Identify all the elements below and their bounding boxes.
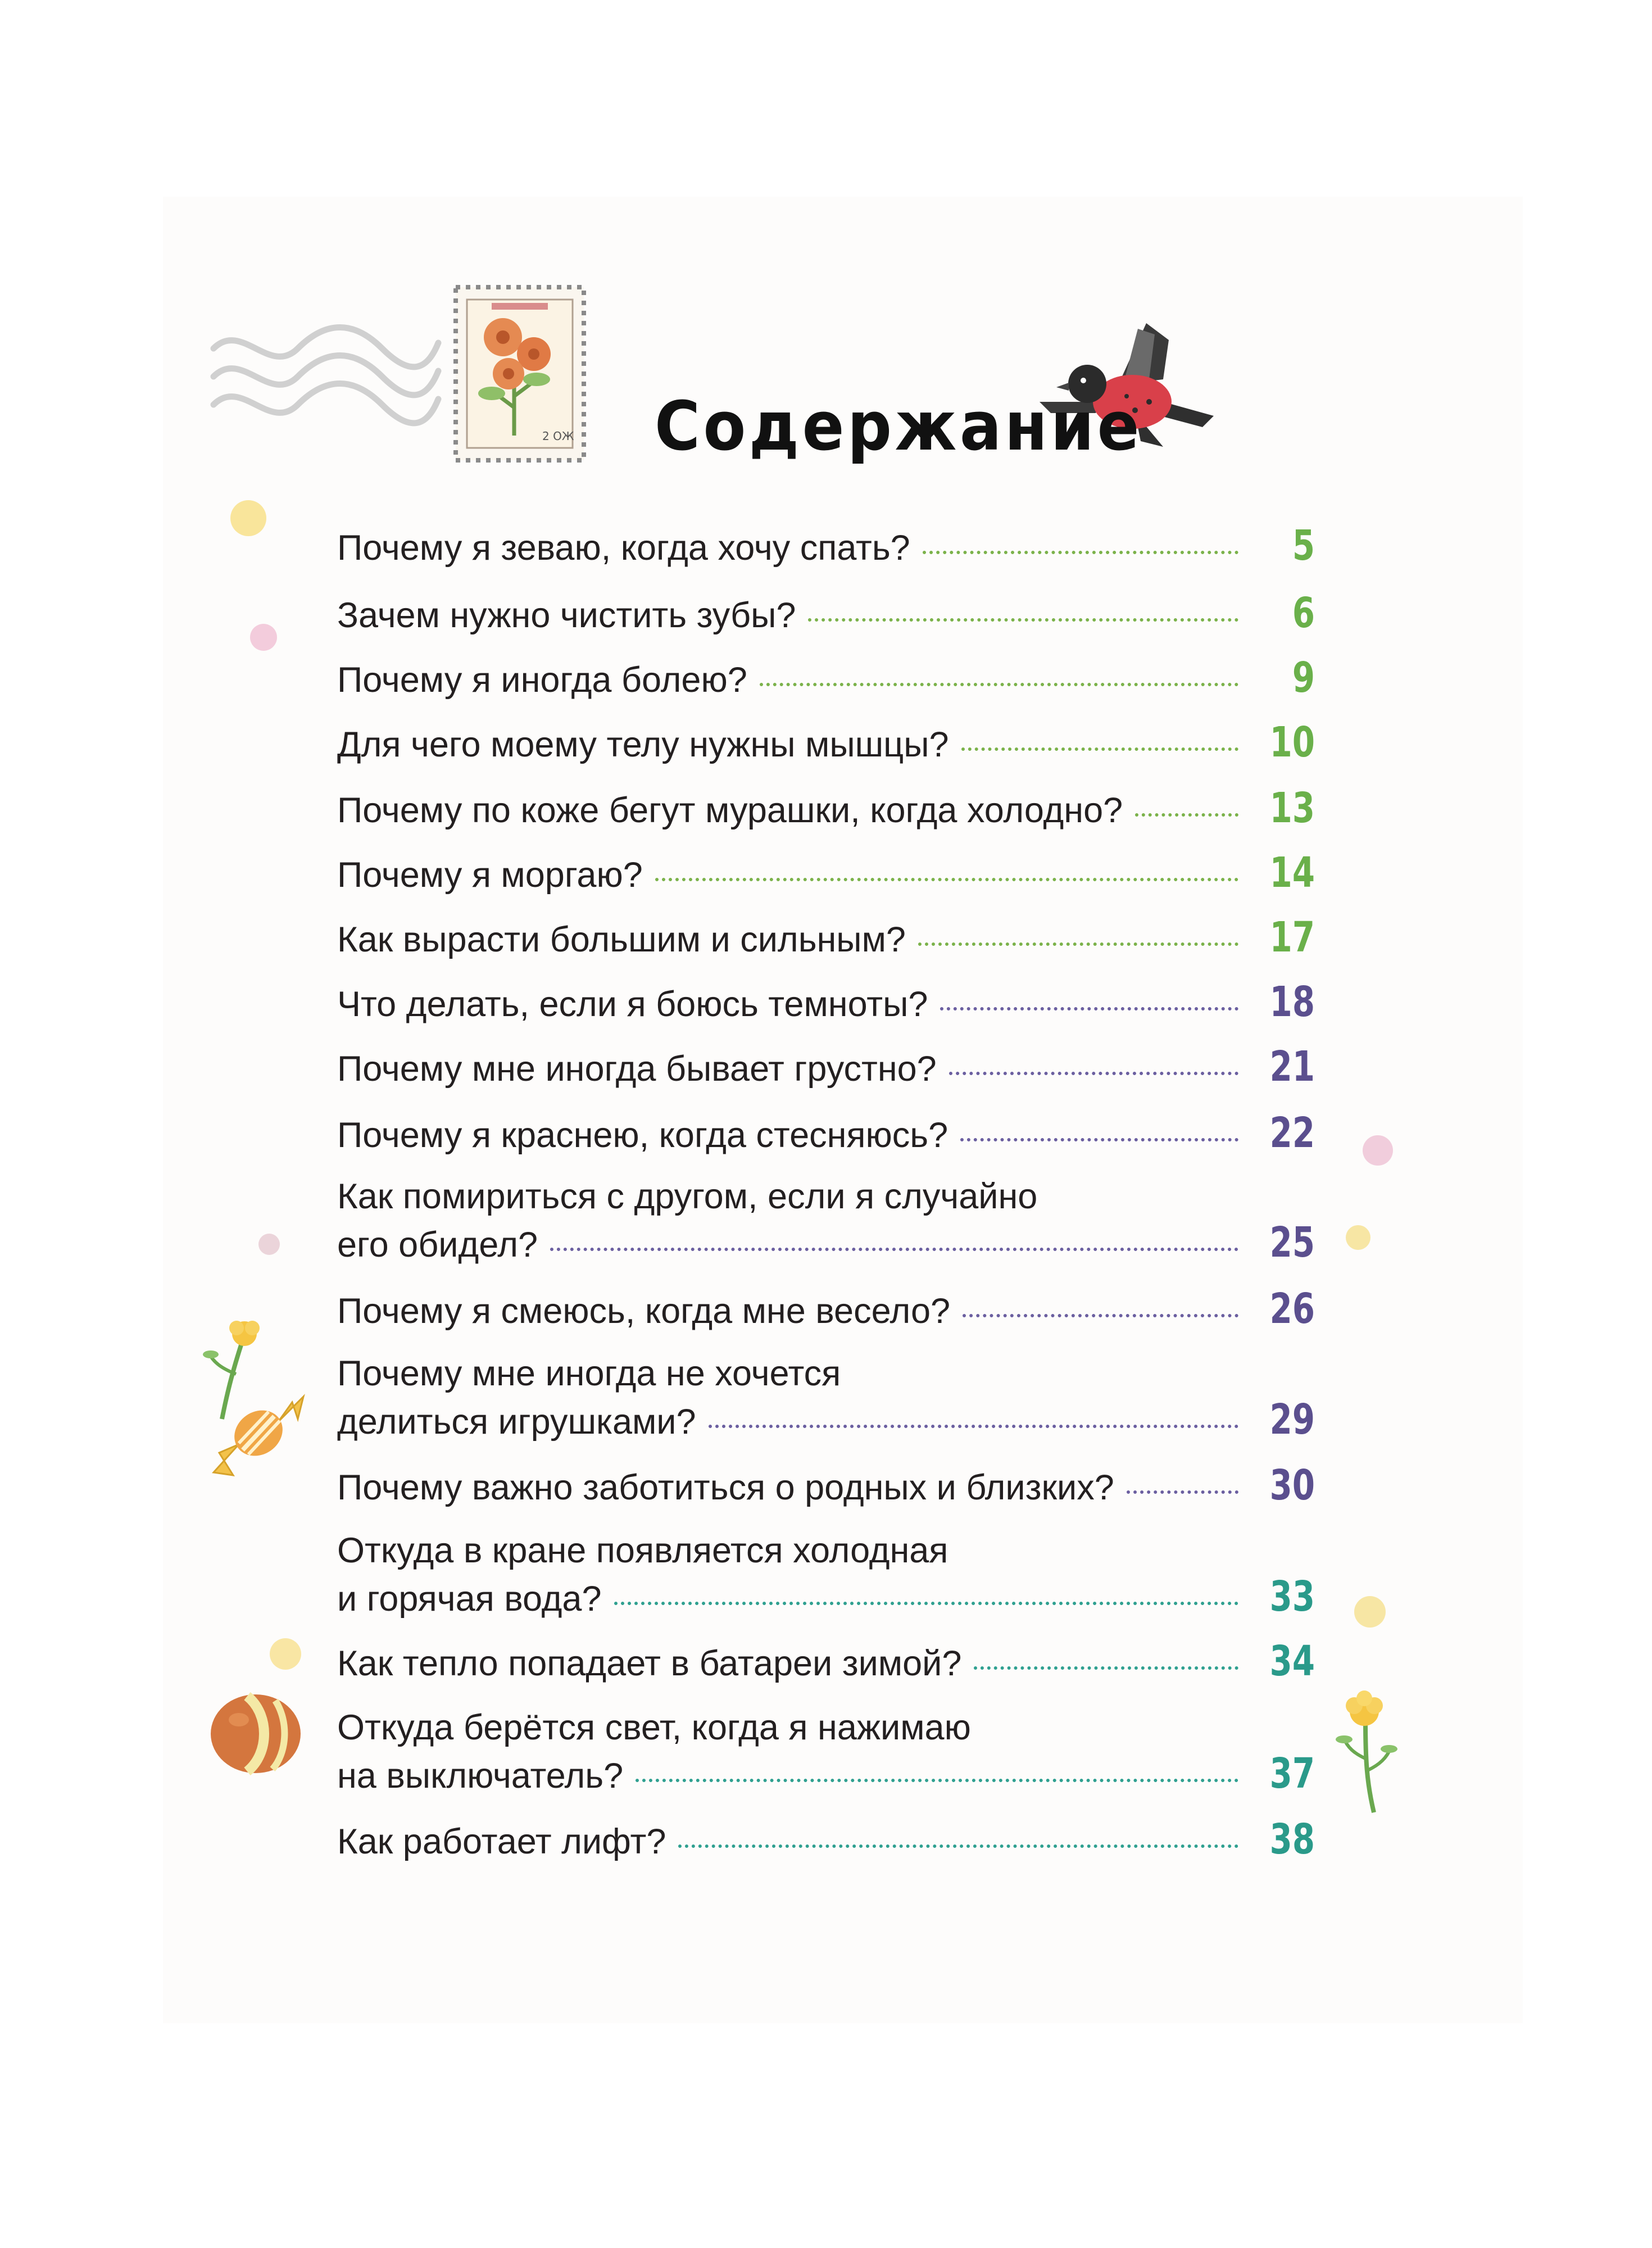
- dot-leader: [614, 1602, 1238, 1605]
- pastel-dot-icon: [270, 1638, 301, 1670]
- toc-entry-title: на выключатель?: [337, 1756, 624, 1796]
- dot-leader: [760, 683, 1238, 686]
- toc-entry-title: и горячая вода?: [337, 1579, 602, 1619]
- toc-entry[interactable]: [337, 1173, 1315, 1268]
- toc-entry[interactable]: [337, 979, 1315, 1027]
- toc-entry-last-line: [337, 1462, 1315, 1511]
- toc-entry-last-line: [337, 1816, 1315, 1865]
- toc-entry-last-line: [337, 590, 1315, 638]
- dot-leader: [940, 1007, 1238, 1010]
- toc-entry[interactable]: [337, 1286, 1315, 1334]
- toc-entry-last-line: [337, 914, 1315, 963]
- pastel-dot-icon: [250, 624, 277, 651]
- pastel-dot-icon: [230, 500, 266, 536]
- toc-entry-title: Для чего моему телу нужны мышцы?: [337, 725, 949, 764]
- toc-entry[interactable]: [337, 523, 1315, 571]
- yellow-flower-icon: [1320, 1686, 1405, 1815]
- dot-leader: [923, 551, 1238, 554]
- toc-entry-title: Откуда берётся свет, когда я нажимаю: [337, 1708, 971, 1747]
- dot-leader: [918, 942, 1238, 946]
- toc-entry-title: Почему по коже бегут мурашки, когда холодно?: [337, 791, 1123, 830]
- dot-leader: [1127, 1490, 1238, 1494]
- toc-page-number: 9: [1292, 654, 1315, 702]
- pastel-dot-icon: [1354, 1596, 1386, 1628]
- toc-page-number: 5: [1292, 522, 1315, 570]
- toc-entry-last-line: [337, 1044, 1315, 1092]
- toc-entry-title: Почему я моргаю?: [337, 855, 643, 895]
- pastel-dot-icon: [1346, 1225, 1370, 1250]
- toc-entry-line: [337, 1173, 1315, 1220]
- toc-entry[interactable]: [337, 1350, 1315, 1445]
- toc-entry-last-line: [337, 1110, 1315, 1158]
- toc-page-number: 10: [1269, 718, 1315, 767]
- dot-leader: [636, 1779, 1238, 1782]
- pastel-dot-icon: [1363, 1135, 1393, 1166]
- toc-page-number: 33: [1269, 1572, 1315, 1621]
- toc-page-number: 38: [1269, 1815, 1315, 1864]
- dot-leader: [709, 1425, 1238, 1428]
- toc-page-number: 13: [1269, 784, 1315, 832]
- page-title: Содержание: [655, 388, 1143, 466]
- toc-entry-title: его обидел?: [337, 1225, 538, 1265]
- toc-entry[interactable]: [337, 1462, 1315, 1511]
- toc-entry[interactable]: [337, 719, 1315, 768]
- dot-leader: [678, 1844, 1238, 1848]
- toc-entry-last-line: [337, 523, 1315, 571]
- dot-leader: [974, 1666, 1238, 1670]
- toc-page-number: 34: [1269, 1637, 1315, 1685]
- toc-page-number: 14: [1269, 849, 1315, 897]
- toc-entry-title: Почему я краснею, когда стесняюсь?: [337, 1116, 948, 1155]
- toc-entry[interactable]: [337, 655, 1315, 703]
- toc-page-number: 37: [1269, 1750, 1315, 1798]
- toc-entry[interactable]: [337, 1528, 1315, 1622]
- dot-leader: [1135, 813, 1238, 817]
- toc-entry-last-line: [337, 979, 1315, 1027]
- toc-entry-last-line: [337, 655, 1315, 703]
- striped-ball-icon: [208, 1692, 303, 1776]
- toc-entry[interactable]: [337, 785, 1315, 833]
- wavy-postmark-icon: [208, 315, 444, 433]
- toc-entry[interactable]: [337, 1110, 1315, 1158]
- toc-entry-title: Как тепло попадает в батареи зимой?: [337, 1644, 962, 1683]
- dot-leader: [960, 1138, 1238, 1141]
- dot-leader: [808, 618, 1238, 622]
- toc-entry[interactable]: [337, 1705, 1315, 1799]
- toc-entry-title: Почему мне иногда не хочется: [337, 1354, 841, 1393]
- dot-leader: [949, 1072, 1238, 1075]
- toc-entry-last-line: [337, 1397, 1315, 1445]
- toc-entry-last-line: [337, 1638, 1315, 1687]
- toc-entry-last-line: [337, 1574, 1315, 1622]
- toc-entry-last-line: [337, 1751, 1315, 1799]
- toc-entry-title: Почему я смеюсь, когда мне весело?: [337, 1291, 951, 1331]
- toc-entry-title: Почему я зеваю, когда хочу спать?: [337, 528, 910, 568]
- toc-entry-title: Почему я иногда болею?: [337, 660, 747, 700]
- toc-entry[interactable]: [337, 1638, 1315, 1687]
- toc-entry-line: [337, 1528, 1315, 1574]
- toc-entry[interactable]: [337, 1816, 1315, 1865]
- pastel-dot-icon: [258, 1234, 280, 1255]
- stamp-value: 2 ОЖ: [542, 429, 574, 443]
- toc-page-number: 21: [1269, 1043, 1315, 1091]
- wrapped-candy-icon: [208, 1388, 309, 1484]
- toc-entry[interactable]: [337, 1044, 1315, 1092]
- toc-entry-title: Зачем нужно чистить зубы?: [337, 596, 796, 635]
- toc-entry-last-line: [337, 719, 1315, 768]
- toc-entry-title: Что делать, если я боюсь темноты?: [337, 985, 928, 1024]
- toc-entry-line: [337, 1705, 1315, 1751]
- toc-page-number: 29: [1269, 1395, 1315, 1444]
- dot-leader: [655, 878, 1238, 881]
- toc-entry-title: Почему мне иногда бывает грустно?: [337, 1049, 937, 1089]
- toc-page-number: 25: [1269, 1218, 1315, 1267]
- toc-entry-last-line: [337, 850, 1315, 898]
- toc-page-number: 18: [1269, 978, 1315, 1026]
- dot-leader: [963, 1314, 1238, 1317]
- dot-leader: [961, 747, 1238, 751]
- toc-entry[interactable]: [337, 914, 1315, 963]
- toc-entry-title: делиться игрушками?: [337, 1402, 696, 1442]
- toc-page-number: 22: [1269, 1109, 1315, 1157]
- toc-entry-title: Почему важно заботиться о родных и близких?: [337, 1468, 1114, 1507]
- toc-entry-title: Как вырасти большим и сильным?: [337, 920, 906, 959]
- toc-entry-title: Как помириться с другом, если я случайно: [337, 1177, 1038, 1216]
- toc-entry[interactable]: [337, 850, 1315, 898]
- toc-page-number: 26: [1269, 1285, 1315, 1333]
- flower-postage-stamp-icon: [452, 284, 587, 464]
- dot-leader: [550, 1248, 1238, 1251]
- toc-entry-last-line: [337, 1220, 1315, 1268]
- toc-page-number: 6: [1292, 589, 1315, 637]
- toc-entry-last-line: [337, 785, 1315, 833]
- toc-entry[interactable]: [337, 590, 1315, 638]
- toc-page-number: 17: [1269, 913, 1315, 962]
- toc-entry-last-line: [337, 1286, 1315, 1334]
- toc-page-number: 30: [1269, 1461, 1315, 1510]
- toc-entry-title: Откуда в кране появляется холодная: [337, 1531, 948, 1570]
- toc-entry-title: Как работает лифт?: [337, 1822, 666, 1861]
- toc-entry-line: [337, 1350, 1315, 1397]
